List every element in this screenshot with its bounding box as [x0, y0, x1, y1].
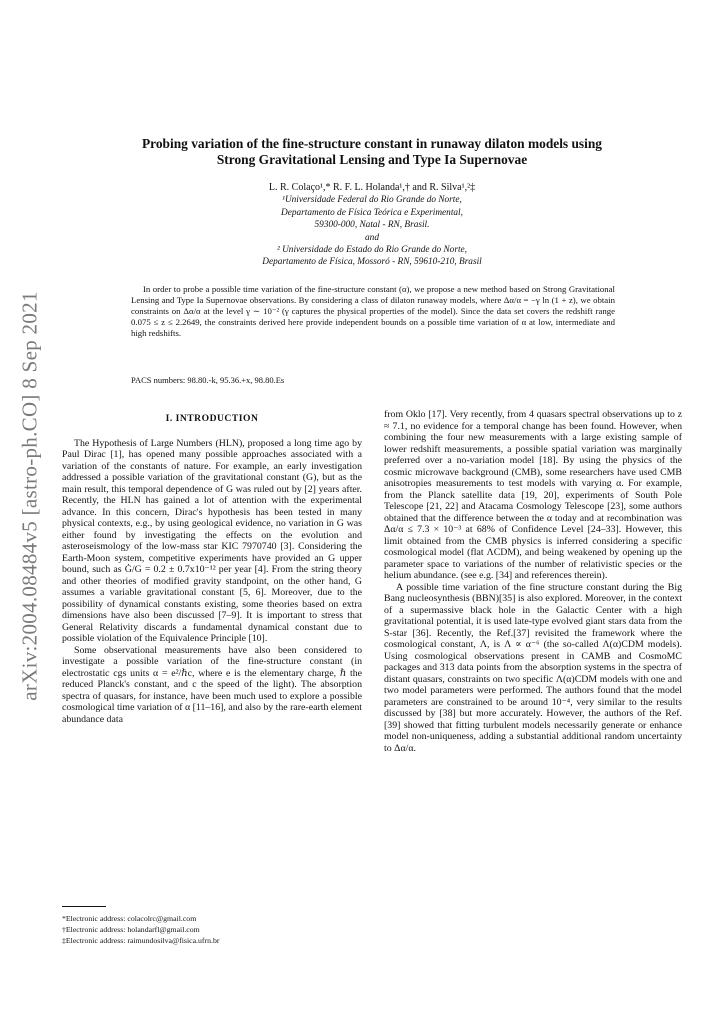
- author-names: L. R. Colaço¹,* R. F. L. Holanda¹,† and R. Silva¹,²‡: [268, 182, 476, 193]
- title-line-2: Strong Gravitational Lensing and Type Ia Supernovae: [216, 152, 528, 167]
- footnote: *Electronic address: colacolrc@gmail.com: [62, 914, 197, 923]
- paper-title: [70, 136, 674, 168]
- abstract: In order to probe a possible time variation of the fine-structure constant (α), we propose a new method based on Strong Gravitational Lensing and Type Ia Supernovae observations. By considering a class of dilaton runaway models, where Δα/α = −γ ln (1 + z), we obtain constraints on Δα/α at the level γ ∼ 10⁻² (γ captures the physical properties of the model). Since the data set covers the redshift range 0.075 ≤ z ≤ 2.2649, the constraints derived here provide independent bounds on a possible time variation of α at low, intermediate and high redshifts.: [131, 284, 615, 339]
- section-heading: I. INTRODUCTION: [165, 413, 259, 424]
- author-block: [100, 182, 644, 269]
- footnote-rule: [62, 906, 106, 907]
- body-paragraph: Some observational measurements have also been considered to investigate a possible variation of the fine-structure constant (in electrostatic cgs units α = e²/ℏc, where e is the elementary charge, ℏ the reduced Planck's constant, and c the speed of the light). The absorption spectra of quasars, for instance, have been much used to explore a possible cosmological time variation of α [11–16], and also by the rare-earth element abundance data: [62, 644, 362, 725]
- right-column: [384, 409, 682, 754]
- pacs-numbers: PACS numbers: 98.80.-k, 95.36.+x, 98.80.Es: [131, 375, 285, 385]
- body-paragraph: from Oklo [17]. Very recently, from 4 quasars spectral observations up to z ≈ 7.1, no evidence for a temporal change has been found. However, when combining the four new measurements with a large existing sample of lower redshift measurements, a possible spatial variation was marginally preferred over a no-variation model [18]. By using the physics of the cosmic microwave background (CMB), some researchers have used CMB anisotropies measurements to test models with varying α. For example, from the Planck satellite data [19, 20], experiments of South Pole Telescope [21, 22] and Atacama Cosmology Telescope [23], some authors obtained that the difference between the α today and at recombination was Δα/α ≤ 7.3 × 10⁻³ at 68% of Confidence Level [24–33]. However, this limit obtained from the CMB physics is inferred considering a specific cosmological model (flat ΛCDM), and being weakened by opening up the parameter space to variations of the number of relativistic species or the helium abundance. (see e.g. [34] and references therein).: [384, 409, 682, 581]
- footnotes: [62, 913, 362, 946]
- affiliation-line: Departamento de Física Teórica e Experimental,: [281, 207, 463, 218]
- title-line-1: Probing variation of the fine-structure constant in runaway dilaton models using: [141, 136, 603, 151]
- body-paragraph: A possible time variation of the fine structure constant during the Big Bang nucleosynthesis (BBN)[35] is also explored. Moreover, in the context of a supermassive black hole in the Galactic Center with a high gravitational potential, it is used late-type evolved giant stars data from the S-star [36]. Recently, the Ref.[37] revisited the framework where the cosmological constant, Λ, is Λ ∝ α⁻⁶ (the so-called Λ(α)CDM models). Using cosmological observations present in CAMB and CosmoMC packages and 313 data points from the absorption systems in the spectra of distant quasars, constraints on two specific Λ(α)CDM models with one and two model parameters were performed. The authors found that the model parameters are constrained to be around 10⁻⁴, very similar to the results discussed by [38] but more accurately. However, the authors of the Ref. [39] showed that fitting turbulent models necessarily generate or enhance model non-uniqueness, adding a substantial additional random uncertainty to Δα/α.: [384, 581, 682, 754]
- footnote: †Electronic address: holandarfl@gmail.com: [62, 925, 200, 934]
- left-column: [62, 409, 362, 725]
- affiliation-line: Departamento de Física, Mossoró - RN, 59610-210, Brasil: [262, 257, 482, 268]
- affiliation-line: ¹Universidade Federal do Rio Grande do Norte,: [282, 195, 462, 206]
- arxiv-watermark: [0, 291, 60, 701]
- affiliation-line: ² Universidade do Estado do Rio Grande do Norte,: [276, 245, 467, 256]
- affiliation-line: 59300-000, Natal - RN, Brasil.: [314, 220, 430, 231]
- arxiv-identifier: arXiv:2004.08484v5 [astro-ph.CO] 8 Sep 2021: [17, 291, 42, 701]
- affiliation-conjunction: and: [365, 232, 379, 243]
- body-paragraph: The Hypothesis of Large Numbers (HLN), proposed a long time ago by Paul Dirac [1], has opened many possible approaches associated with a variation of the constants of nature. For example, an early investigation addressed a possible variation of the gravitational constant (G), but as the main result, this temporal dependence of G was ruled out by [2] years after. Recently, the HLN has gained a lot of attention with the experimental advance. In this concern, Dirac's hypothesis has been tested in many physical contexts, e.g., by using geological evidence, no variation in G was either found by investigating the effects on the evolution and asteroseismology of the low-mass star KIC 7970740 [3]. Considering the Earth-Moon system, competitive experiments have provided an G upper bound, such as Ġ/G = 0.2 ± 0.7x10⁻¹² per year [4]. From the string theory and other theories of modified gravity standpoint, on the other hand, G assumes a variable gravitational constant [5, 6]. Moreover, due to the possibility of dynamical constants existing, some theories based on extra dimensions have also been discussed [7–9]. It is important to stress that General Relativity discards a fundamental dynamical constant due to possible violation of the Equivalence Principle [10].: [62, 437, 362, 644]
- footnote: ‡Electronic address: raimundosilva@fisica.ufrn.br: [62, 936, 220, 945]
